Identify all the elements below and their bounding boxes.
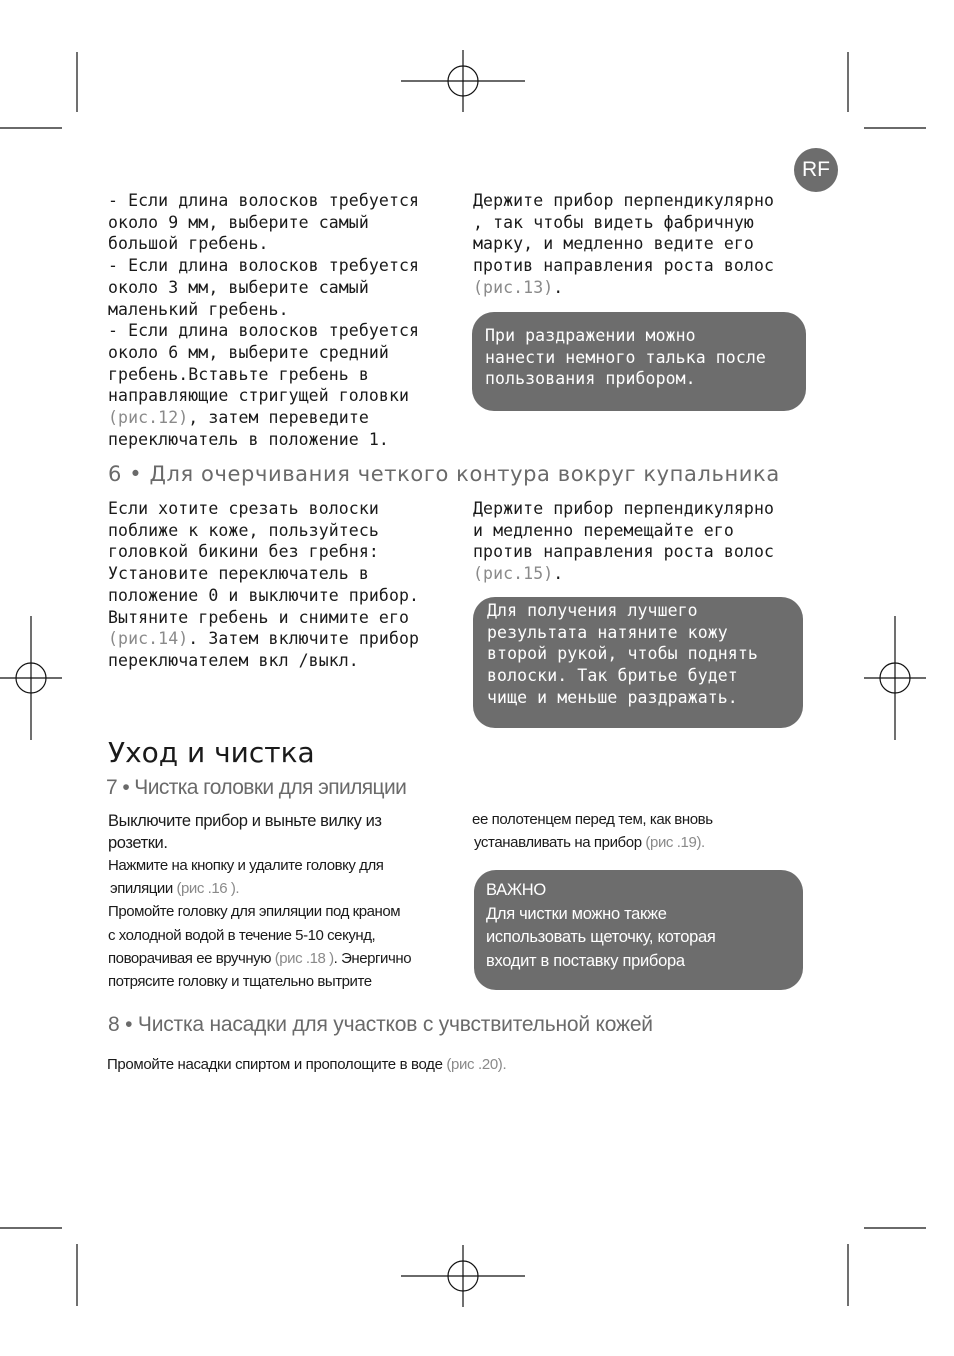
tip-box-talc xyxy=(472,312,806,411)
text-fragment: , затем переведите xyxy=(188,408,369,428)
tip-box-stretch-skin xyxy=(473,597,803,728)
text-line: Держите прибор перпендикулярно xyxy=(473,191,775,210)
figure-reference: (рис .16 ) xyxy=(176,880,236,898)
text-line: марку, и медленно ведите его xyxy=(473,234,754,254)
text-fragment: . Затем включите прибор xyxy=(188,629,420,649)
text-line: Выключите прибор и выньте вилку из xyxy=(108,812,382,830)
text-line: Нажмите на кнопку и удалите головку для xyxy=(108,857,384,874)
text-line: - Если длина волосков требуется xyxy=(108,256,420,276)
text-fragment: . xyxy=(553,277,564,297)
text-line: , так чтобы видеть фабричную xyxy=(473,212,754,232)
important-line: Для чистки можно также xyxy=(486,904,667,923)
important-title: ВАЖНО xyxy=(486,881,546,899)
text-fragment: поворачивая ее вручную xyxy=(108,949,275,967)
important-line: использовать щеточку, которая xyxy=(486,928,716,946)
language-badge xyxy=(794,148,838,192)
section-7-heading: 7 • Чистка головки для эпиляции xyxy=(106,776,407,799)
text-line: и медленно перемещайте его xyxy=(473,520,734,540)
text-line xyxy=(108,407,458,429)
tip-line: При раздражении можно xyxy=(485,326,696,345)
text-line: ее полотенцем перед тем, как вновь xyxy=(472,811,713,828)
important-line: входит в поставку прибора xyxy=(486,951,685,970)
text-line: около 3 мм, выберите самый xyxy=(108,277,369,297)
text-line: против направления роста волос xyxy=(473,256,775,276)
tip-line: нанести немного талька после xyxy=(485,347,766,367)
text-line xyxy=(473,563,813,585)
text-fragment: . xyxy=(701,833,705,851)
text-fragment: Промойте насадки спиртом и прополощите в воде xyxy=(107,1056,447,1073)
right-column-top xyxy=(473,190,813,299)
text-line xyxy=(473,277,813,299)
text-line: направляющие стригущей головки xyxy=(108,386,410,406)
left-column-section-6 xyxy=(108,498,458,672)
section-8-text xyxy=(107,1054,506,1076)
figure-reference: (рис.14) xyxy=(108,629,189,649)
text-line: поближе к коже, пользуйтесь xyxy=(108,520,379,540)
text-fragment: эпиляции xyxy=(110,880,177,898)
tip-line: результата натяните кожу xyxy=(487,622,728,642)
text-line: гребень.Вставьте гребень в xyxy=(108,364,369,384)
tip-line: волоски. Так бритье будет xyxy=(487,666,738,686)
tip-line: Для получения лучшего xyxy=(487,601,698,620)
text-line: Если хотите срезать волоски xyxy=(108,499,379,518)
text-line: Промойте головку для эпиляции под краном xyxy=(108,903,401,921)
right-column-section-6 xyxy=(473,498,813,585)
text-line: около 9 мм, выберите самый xyxy=(108,212,369,232)
text-line: головкой бикини без гребня: xyxy=(108,542,379,562)
text-line: положение 0 и выключите прибор. xyxy=(108,585,420,605)
figure-reference: (рис.15) xyxy=(473,564,554,584)
text-line: - Если длина волосков требуется xyxy=(108,321,420,341)
text-line: Установите переключатель в xyxy=(108,564,369,584)
text-line xyxy=(108,628,458,650)
figure-reference: (рис.13) xyxy=(473,277,554,297)
text-line: маленький гребень. xyxy=(108,299,289,319)
text-line: Вытяните гребень и снимите его xyxy=(108,607,410,627)
text-line: Держите прибор перпендикулярно xyxy=(473,499,775,518)
text-fragment: . xyxy=(502,1056,507,1073)
text-line: потрясите головку и тщательно вытрите xyxy=(108,973,372,991)
important-box xyxy=(474,870,803,990)
text-line: с холодной водой в течение 5-10 секунд, xyxy=(108,926,376,944)
figure-reference: (рис .19) xyxy=(645,833,702,851)
left-column-section-7 xyxy=(108,810,458,993)
text-fragment: . xyxy=(235,880,240,898)
text-line: - Если длина волосков требуется xyxy=(108,191,420,210)
text-line xyxy=(472,832,812,855)
text-line xyxy=(108,877,458,900)
language-badge-label: RF xyxy=(802,158,830,181)
text-line: переключателем вкл /выкл. xyxy=(108,650,359,670)
text-line: около 6 мм, выберите средний xyxy=(108,342,389,362)
text-line: розетки. xyxy=(108,834,168,852)
text-fragment: . xyxy=(553,564,564,584)
text-line: большой гребень. xyxy=(108,234,269,254)
figure-reference: (рис .20) xyxy=(446,1056,503,1073)
left-column-top xyxy=(108,190,458,450)
text-line: переключатель в положение 1. xyxy=(108,429,389,449)
text-fragment: . Энергично xyxy=(333,949,412,967)
tip-line: второй рукой, чтобы поднять xyxy=(487,644,758,664)
text-line: против направления роста волос xyxy=(473,542,775,562)
figure-reference: (рис.12) xyxy=(108,408,189,428)
text-line xyxy=(108,947,458,970)
tip-line: пользования прибором. xyxy=(485,369,696,389)
section-6-heading: 6 • Для очерчивания четкого контура вокруг купальника xyxy=(108,462,780,486)
section-8-heading: 8 • Чистка насадки для участков с учвствительной кожей xyxy=(108,1013,653,1036)
right-column-section-7 xyxy=(472,809,812,854)
care-title: Уход и чистка xyxy=(108,736,315,769)
tip-line: чище и меньше раздражать. xyxy=(487,687,738,707)
figure-reference: (рис .18 ) xyxy=(274,949,334,967)
text-fragment: устанавливать на прибор xyxy=(474,833,646,851)
